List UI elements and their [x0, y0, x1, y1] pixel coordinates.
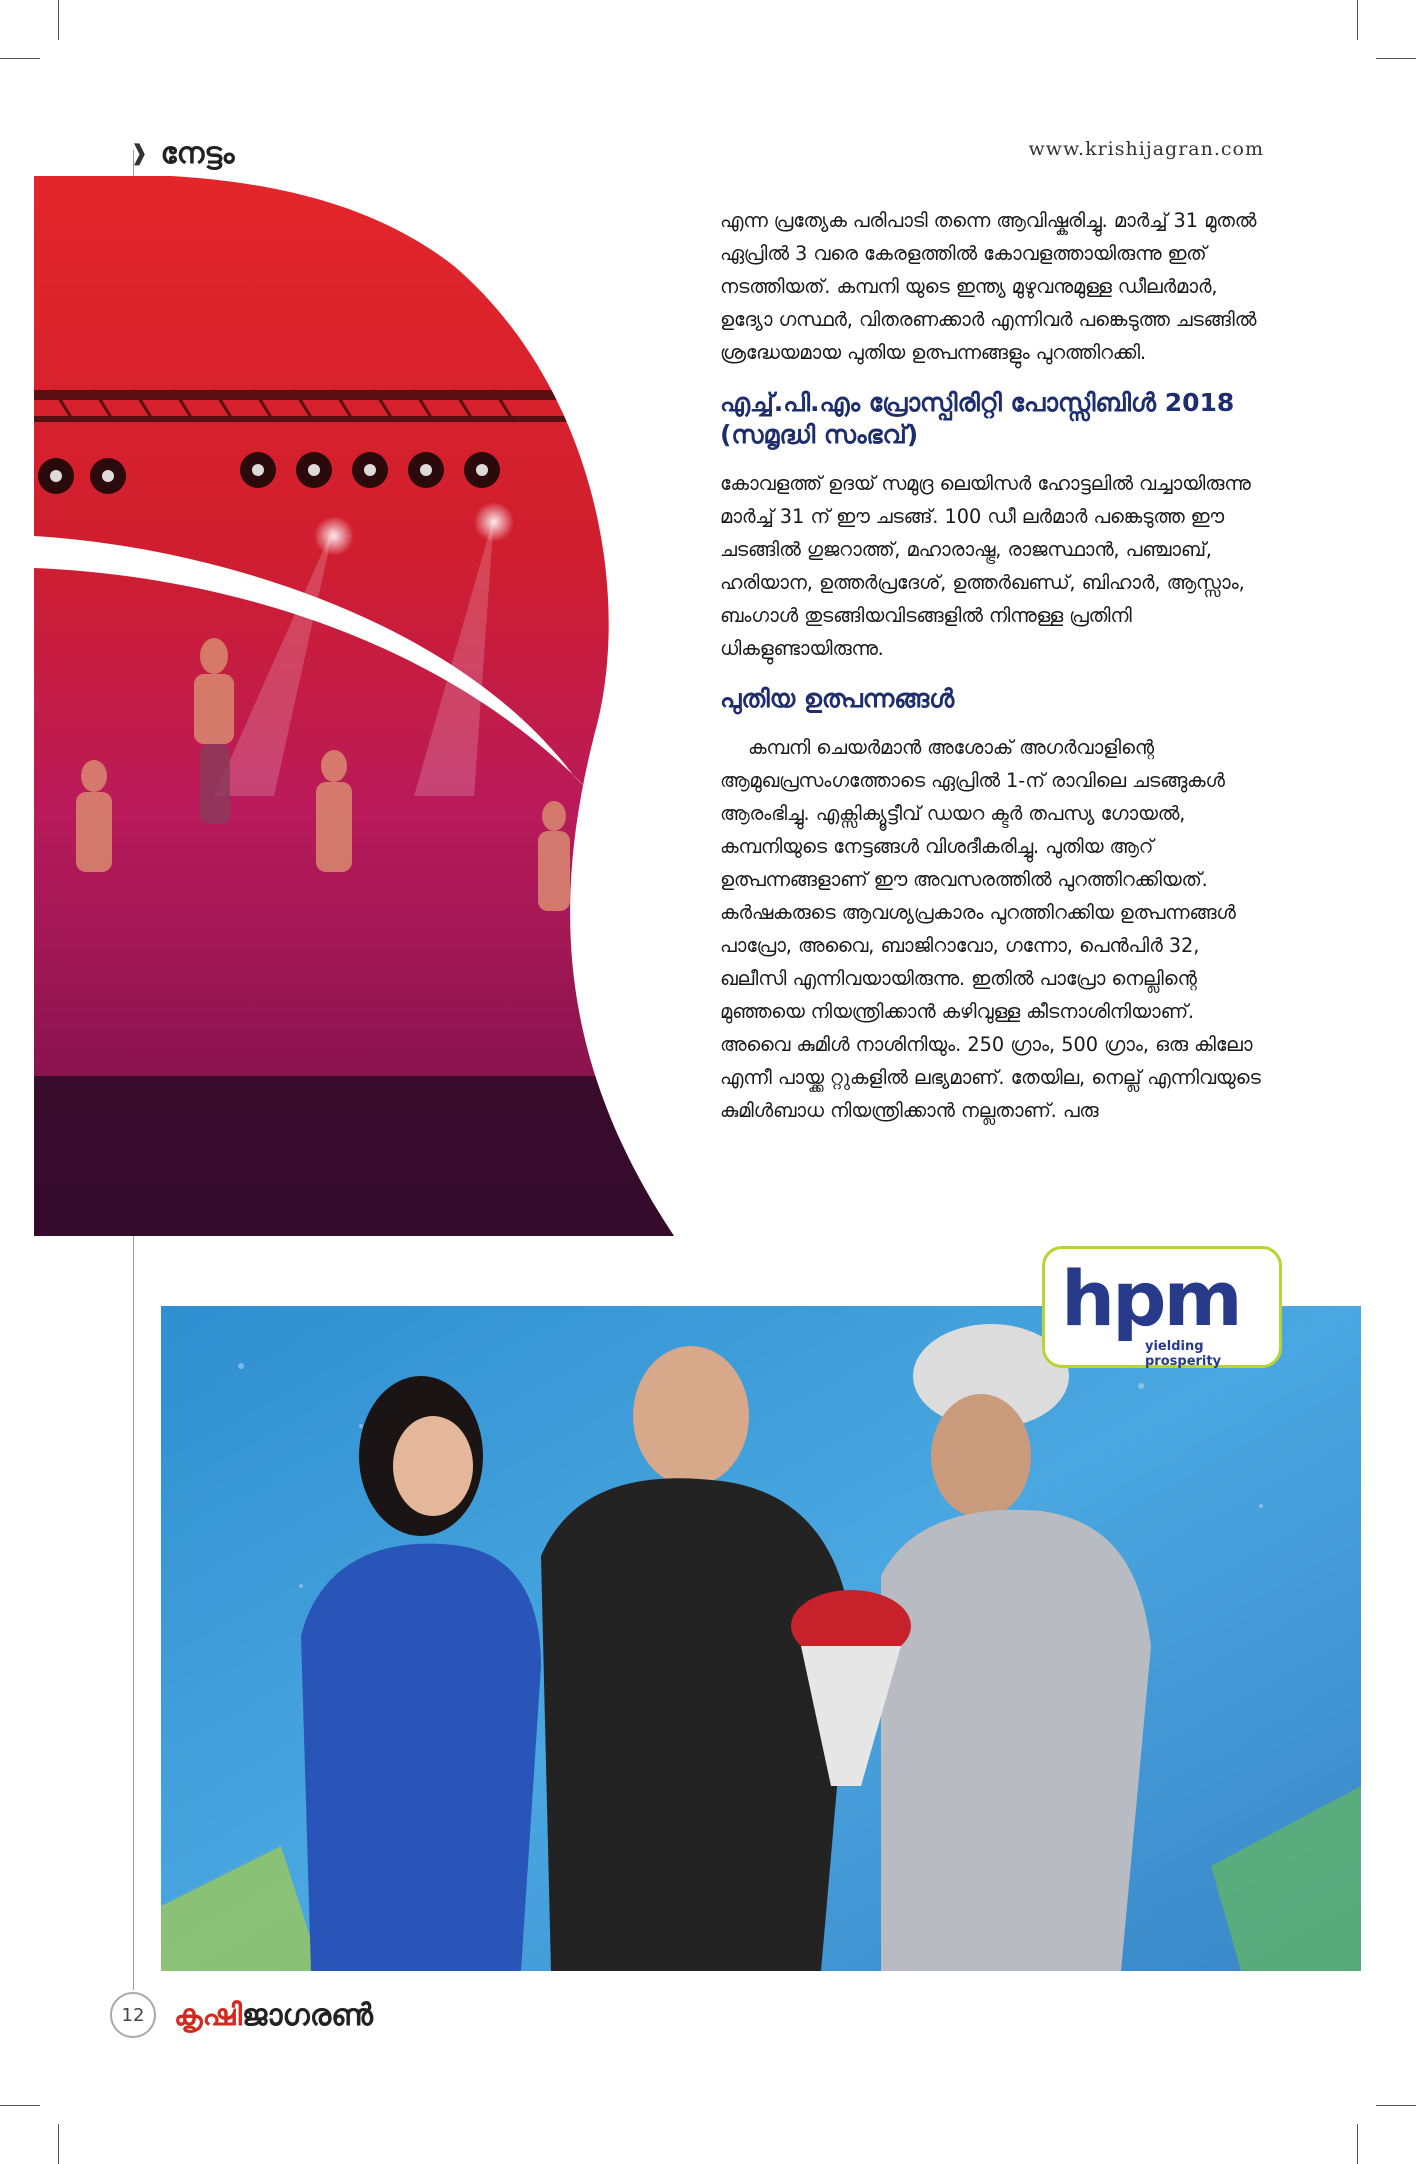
heading-hpm-prosperity: എച്ച്.പി.എം പ്രോസ്പിരിറ്റി പോസ്സിബിൾ 2018 (സമൃദ്ധി സംഭവ്) [720, 388, 1235, 449]
paragraph-products: കമ്പനി ചെയർമാൻ അശോക് അഗർവാളിന്റെ ആമുഖപ്രസംഗത്തോടെ ഏപ്രിൽ 1-ന് രാവിലെ ചടങ്ങുകൾ ആരംഭിച്ചു. എക്സിക്യൂട്ടീവ് ഡയറ ക്ടർ തപസ്യ ഗോയൽ, കമ്പനിയുടെ നേട്ടങ്ങൾ വിശദീകരിച്ചു. പുതിയ ആറ് ഉത്പന്നങ്ങളാണ് ഈ അവസരത്തിൽ പുറത്തിറക്കിയത്. കർഷകരുടെ ആവശ്യപ്രകാരം പുറത്തിറക്കിയ ഉത്പന്നങ്ങൾ പാപ്രോ, അവൈ, ബാജിറാവോ, ഗന്നോ, പെൻപിർ 32, ഖലീസി എന്നിവയായിരുന്നു. ഇതിൽ പാപ്രോ നെല്ലിന്റെ മുഞ്ഞയെ നിയന്ത്രിക്കാൻ കഴിവുള്ള കീടനാശിനിയാണ്. അവൈ കുമിൾ നാശിനിയും. 250 ഗ്രാം, 500 ഗ്രാം, ഒരു കിലോ എന്നീ പായ്ക്ക റ്റുകളിൽ ലഭ്യമാണ്. തേയില, നെല്ല് എന്നിവയുടെ കുമിൾബാധ നിയന്ത്രിക്കാൻ നല്ലതാണ്. പരു [720, 736, 1261, 1122]
hpm-brand: hpm [1061, 1254, 1240, 1343]
section-label: നേട്ടം [160, 136, 235, 171]
website-url: www.krishijagran.com [1028, 138, 1264, 160]
crop-mark [0, 58, 40, 59]
page-number: 12 [110, 1992, 156, 2038]
article-text-column [720, 204, 1265, 1127]
crop-mark [1376, 58, 1416, 59]
crop-mark [58, 2124, 59, 2164]
crop-mark [1376, 2105, 1416, 2106]
hpm-logo [1042, 1246, 1282, 1368]
magazine-name [174, 1998, 373, 2033]
hpm-tagline: yielding prosperity [1145, 1339, 1222, 1369]
crop-mark [1357, 0, 1358, 40]
section-tag [130, 136, 234, 171]
paragraph-event: കോവളത്ത് ഉദയ് സമുദ്ര ലെയിസർ ഹോട്ടലിൽ വച്ചായിരുന്നു മാർച്ച് 31 ന് ഈ ചടങ്ങ്. 100 ഡീ ലർമാർ പങ്കെടുത്ത ഈ ചടങ്ങിൽ ഗുജറാത്ത്, മഹാരാഷ്ട്ര, രാജസ്ഥാൻ, പഞ്ചാബ്, ഹരിയാന, ഉത്തർപ്രദേശ്, ഉത്തർഖണ്ഡ്, ബിഹാർ, ആസ്സാം, ബംഗാൾ തുടങ്ങിയവിടങ്ങളിൽ നിന്നുള്ള പ്രതിനി ധികളുണ്ടായിരുന്നു. [720, 472, 1251, 660]
crop-mark [58, 0, 59, 40]
magazine-name-part1: കൃഷി [174, 1997, 242, 2033]
intro-paragraph: എന്ന പ്രത്യേക പരിപാടി തന്നെ ആവിഷ്കരിച്ചു. മാർച്ച് 31 മുതൽ ഏപ്രിൽ 3 വരെ കേരളത്തിൽ കോവളത്തായിരുന്നു ഇത് നടത്തിയത്. കമ്പനി യുടെ ഇന്ത്യ മുഴുവനുമുള്ള ഡീലർമാർ, ഉദ്യോ ഗസ്ഥർ, വിതരണക്കാർ എന്നിവർ പങ്കെടുത്ത ചടങ്ങിൽ ശ്രദ്ധേയമായ പുതിയ ഉത്പന്നങ്ങളും പുറത്തിറക്കി. [720, 209, 1257, 364]
magazine-name-part2: ജാഗരൺ [241, 1997, 374, 2033]
page-footer [110, 1992, 373, 2038]
crop-mark [1357, 2124, 1358, 2164]
bouquet-ceremony-photo [161, 1306, 1361, 1971]
double-arrow-icon: ❱ [130, 141, 149, 166]
stage-photo [34, 176, 674, 1236]
heading-new-products: പുതിയ ഉത്പന്നങ്ങൾ [720, 684, 955, 713]
crop-mark [0, 2105, 40, 2106]
